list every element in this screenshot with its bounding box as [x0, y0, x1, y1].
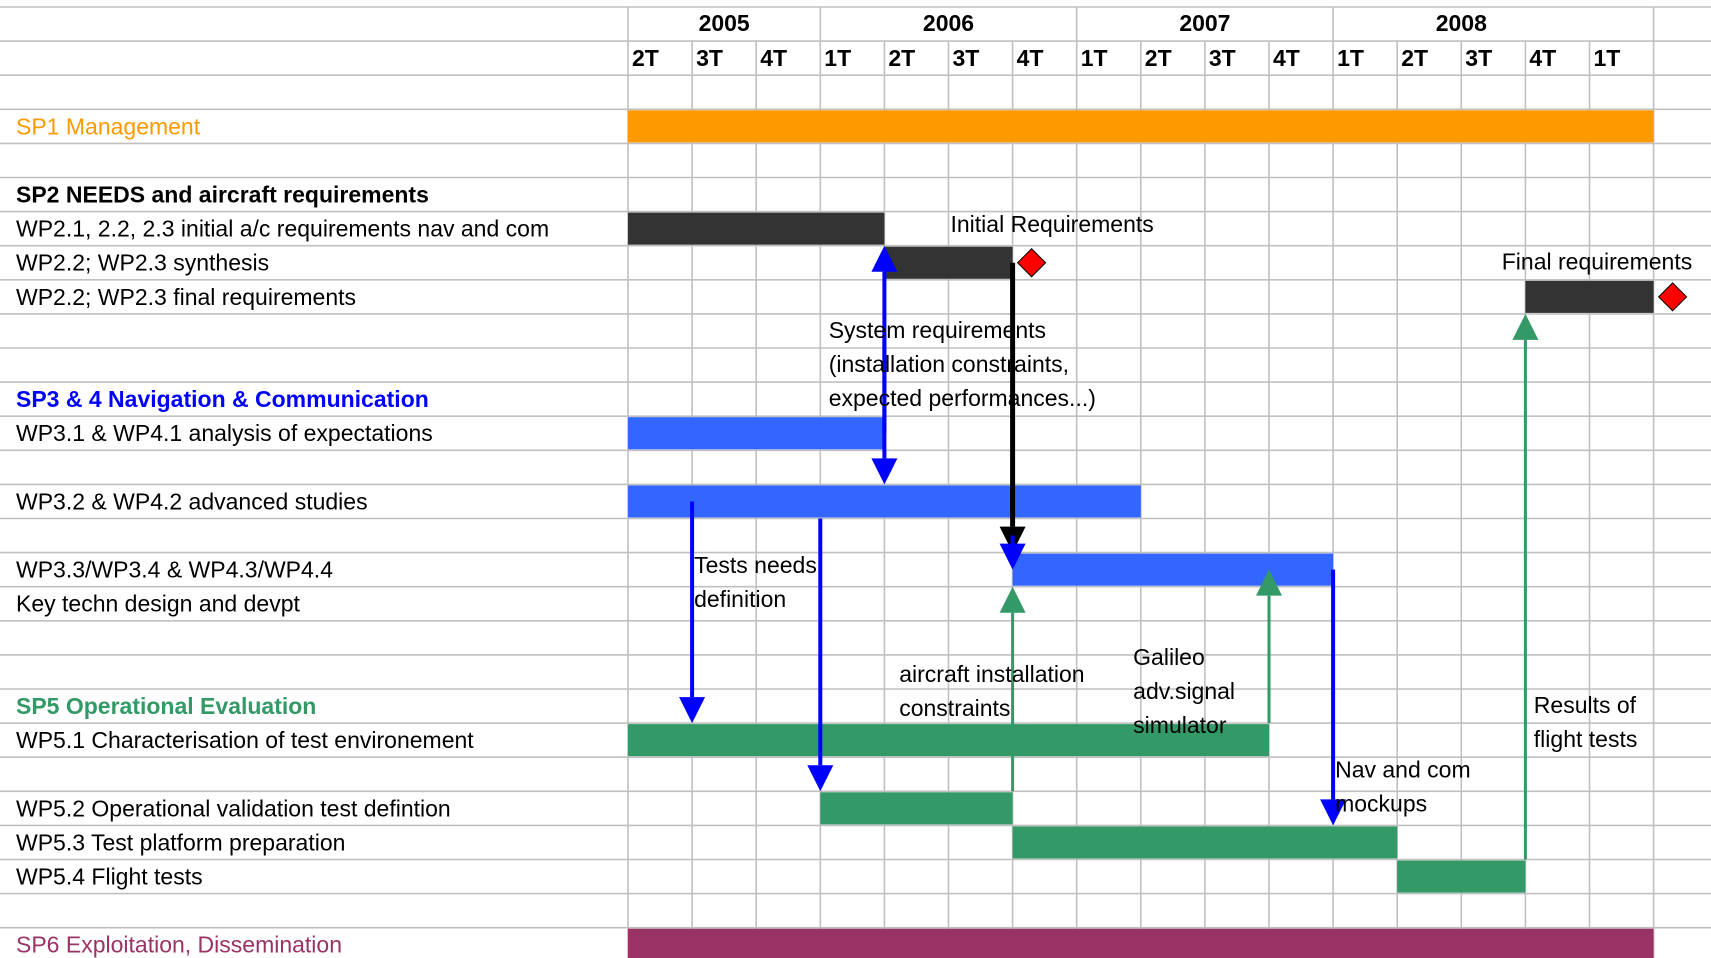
- annotation-line: (installation constraints,: [828, 350, 1070, 377]
- dependency-arrow-head: [871, 458, 897, 484]
- task-label: WP3.3/WP3.4 & WP4.3/WP4.4: [16, 556, 333, 583]
- quarter-label: 2T: [1144, 45, 1172, 72]
- annotation-line: definition: [694, 586, 787, 613]
- quarter-label: 1T: [1080, 45, 1108, 72]
- year-label: 2008: [1435, 10, 1487, 36]
- quarter-label: 1T: [824, 45, 852, 72]
- task-label: WP3.2 & WP4.2 advanced studies: [16, 488, 368, 515]
- dependency-arrow-head: [1512, 314, 1538, 340]
- task-bar: [1013, 826, 1398, 858]
- task-label: WP2.2; WP2.3 final requirements: [16, 283, 357, 310]
- annotation-line: Initial Requirements: [950, 211, 1154, 238]
- task-label: WP3.1 & WP4.1 analysis of expectations: [16, 420, 433, 447]
- quarter-label: 2T: [888, 45, 916, 72]
- annotation-line: simulator: [1133, 712, 1227, 739]
- year-label: 2007: [1179, 10, 1231, 36]
- task-bar: [628, 485, 1141, 517]
- task-label: SP6 Exploitation, Dissemination: [16, 931, 342, 958]
- annotation-text: [1502, 249, 1692, 275]
- task-bar: [628, 417, 884, 449]
- quarter-label: 3T: [696, 45, 723, 72]
- annotation-text: [899, 661, 1084, 721]
- annotation-text: [951, 211, 1154, 237]
- annotation-line: System requirements: [828, 316, 1047, 343]
- quarter-label: 3T: [1465, 45, 1493, 72]
- dependency-arrow-head: [1000, 587, 1026, 613]
- dependency-arrow-head: [679, 697, 705, 723]
- task-bar: [628, 213, 884, 245]
- task-label: WP5.4 Flight tests: [16, 863, 203, 890]
- task-bar: [884, 247, 1012, 279]
- task-bar: [1397, 861, 1525, 893]
- quarter-label: 4T: [760, 45, 788, 72]
- task-label: WP5.3 Test platform preparation: [16, 829, 346, 856]
- quarter-label: 2T: [632, 45, 659, 72]
- quarter-label: 3T: [1208, 45, 1236, 72]
- annotation-line: flight tests: [1533, 725, 1638, 752]
- annotation-text: [1534, 692, 1638, 752]
- dependency-arrow-head: [807, 765, 833, 791]
- annotation-line: Results of: [1533, 691, 1637, 718]
- task-label: SP1 Management: [16, 113, 201, 140]
- annotation-line: Galileo: [1133, 644, 1205, 671]
- annotation-line: mockups: [1335, 790, 1428, 817]
- quarter-label: 4T: [1016, 45, 1044, 72]
- annotation-line: Nav and com: [1335, 756, 1471, 783]
- year-label: 2006: [922, 10, 975, 36]
- annotation-text: [829, 317, 1096, 411]
- task-bar: [1013, 554, 1334, 586]
- task-label: WP2.2; WP2.3 synthesis: [16, 249, 270, 276]
- annotation-line: expected performances...): [828, 384, 1096, 411]
- milestone-diamond: [1659, 283, 1687, 311]
- annotation-text: [1335, 757, 1471, 817]
- quarter-label: 1T: [1337, 45, 1364, 72]
- task-label: SP2 NEEDS and aircraft requirements: [16, 181, 429, 208]
- quarter-label: 4T: [1273, 45, 1300, 72]
- annotation-text: [1133, 644, 1235, 738]
- annotation-line: aircraft installation: [899, 661, 1085, 688]
- task-label: SP3 & 4 Navigation & Communication: [16, 386, 429, 413]
- task-bar: [628, 110, 1654, 142]
- annotation-line: Final requirements: [1501, 248, 1693, 275]
- quarter-label: 3T: [952, 45, 980, 72]
- task-bar: [1525, 281, 1653, 313]
- quarter-label: 1T: [1593, 45, 1621, 72]
- task-label: WP2.1, 2.2, 2.3 initial a/c requirements nav and com: [16, 215, 550, 242]
- year-label: 2005: [698, 10, 750, 36]
- annotation-line: adv.signal: [1133, 678, 1236, 705]
- task-bar: [820, 792, 1012, 824]
- annotation-line: Tests needs: [694, 552, 817, 579]
- annotation-line: constraints: [899, 695, 1011, 722]
- task-label: SP5 Operational Evaluation: [16, 693, 317, 719]
- quarter-label: 4T: [1529, 45, 1557, 72]
- task-label: WP5.2 Operational validation test defintion: [16, 795, 451, 822]
- quarter-label: 2T: [1401, 45, 1429, 72]
- milestone-diamond: [1018, 249, 1046, 277]
- task-label: WP5.1 Characterisation of test environement: [16, 727, 474, 754]
- task-bar: [628, 929, 1654, 958]
- task-label: Key techn design and devpt: [16, 590, 300, 617]
